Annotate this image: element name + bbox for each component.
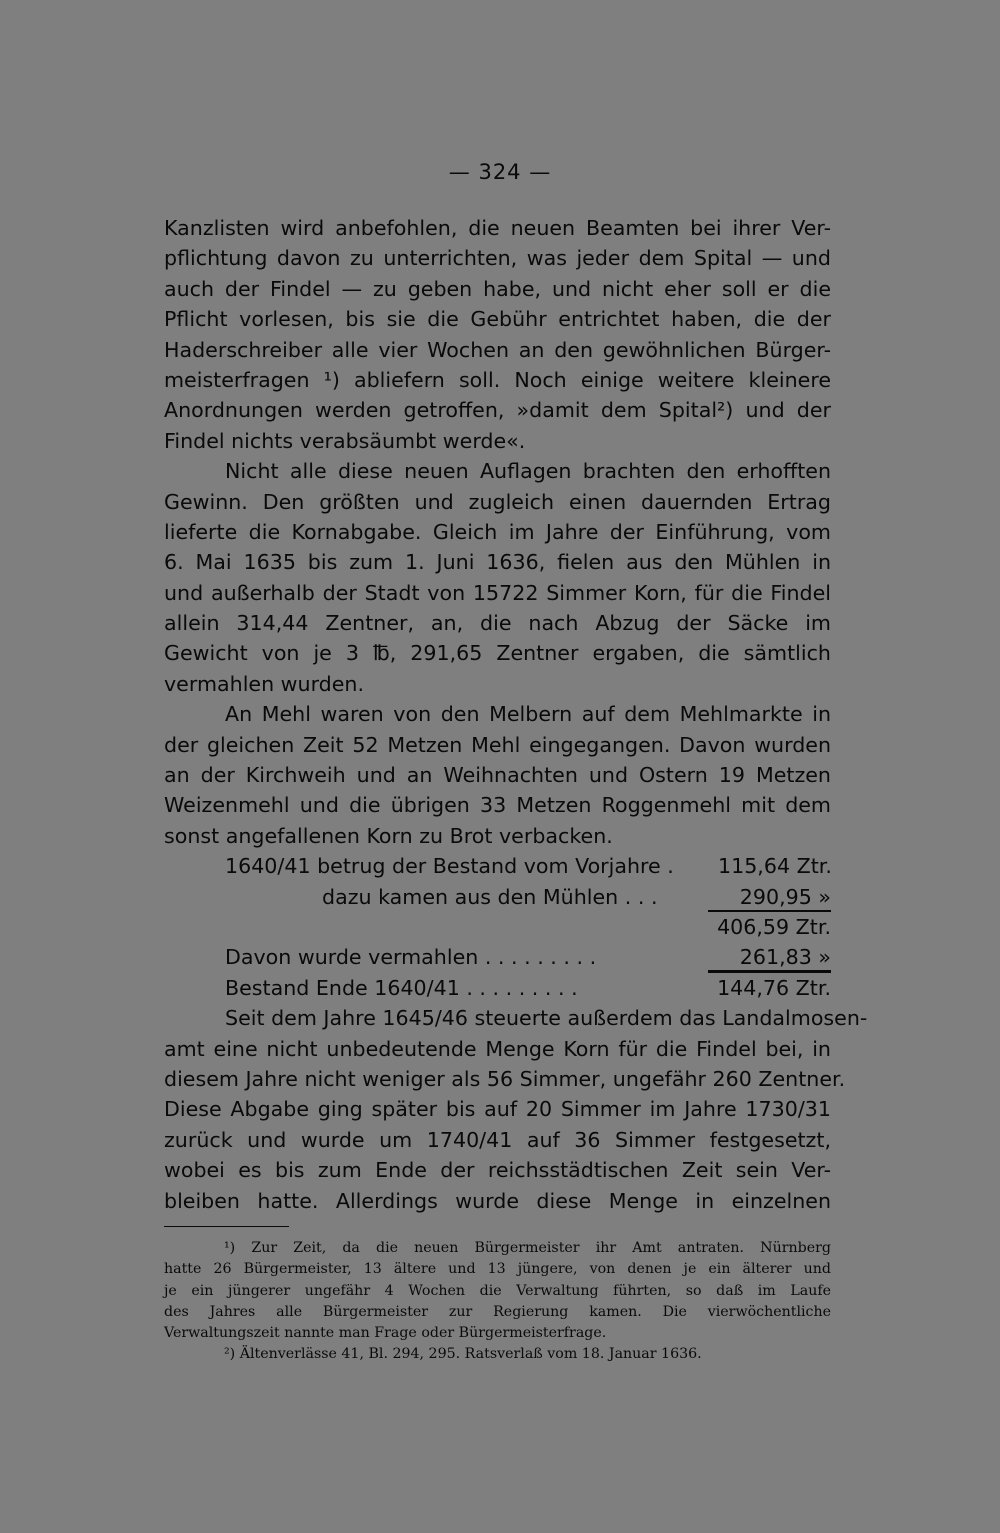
footnote-divider [164, 1226, 289, 1227]
text-line: und außerhalb der Stadt von 15722 Simmer Korn, für die Findel [164, 580, 831, 605]
ledger-label: dazu kamen aus den Mühlen . . . [322, 884, 658, 909]
ledger-value: 115,64 Ztr. [718, 854, 832, 879]
footnote-line: ²) Ältenverlässe 41, Bl. 294, 295. Ratsverlaß vom 18. Januar 1636. [224, 1346, 702, 1363]
text-line: Haderschreiber alle vier Wochen an den gewöhnlichen Bürger- [164, 337, 831, 362]
text-line: Findel nichts verabsäumbt werde«. [164, 428, 526, 453]
text-line: der gleichen Zeit 52 Metzen Mehl eingegangen. Davon wurden [164, 732, 831, 757]
ledger-value: 261,83 » [708, 942, 831, 972]
footnote-line: des Jahres alle Bürgermeister zur Regierung kamen. Die vierwöchentliche [164, 1303, 831, 1320]
footnote-line: je ein jüngerer ungefähr 4 Wochen die Verwaltung führten, so daß im Laufe [164, 1282, 831, 1299]
ledger-label: 1640/41 betrug der Bestand vom Vorjahre . [225, 854, 674, 879]
ledger-total: 144,76 Ztr. [708, 971, 831, 1003]
ledger-sum: 406,59 Ztr. [708, 910, 831, 942]
ledger-value: 290,95 » [708, 882, 831, 912]
text-line: Nicht alle diese neuen Auflagen brachten den erhofften [225, 459, 831, 484]
footnote-line: Verwaltungszeit nannte man Frage oder Bürgermeisterfrage. [164, 1325, 607, 1342]
ledger-label: Davon wurde vermahlen . . . . . . . . . [225, 945, 597, 970]
text-line: Diese Abgabe ging später bis auf 20 Simmer im Jahre 1730/31 [164, 1097, 831, 1122]
text-line: pflichtung davon zu unterrichten, was jeder dem Spital — und [164, 246, 831, 271]
footnote-line: ¹) Zur Zeit, da die neuen Bürgermeister ihr Amt antraten. Nürnberg [224, 1240, 831, 1256]
text-line: auch der Findel — zu geben habe, und nicht eher soll er die [164, 276, 831, 301]
ledger-row [164, 851, 831, 881]
text-line: sonst angefallenen Korn zu Brot verbacken. [164, 823, 613, 848]
text-line: Gewicht von je 3 ℔, 291,65 Zentner ergaben, die sämtlich [164, 641, 831, 666]
text-line: Kanzlisten wird anbefohlen, die neuen Beamten bei ihrer Ver- [164, 216, 831, 240]
text-line: An Mehl waren von den Melbern auf dem Mehlmarkte in [225, 702, 831, 727]
text-line: an der Kirchweih und an Weihnachten und Ostern 19 Metzen [164, 763, 831, 788]
text-line: Anordnungen werden getroffen, »damit dem Spital²) und der [164, 398, 831, 423]
text-line: Seit dem Jahre 1645/46 steuerte außerdem das Landalmosen- [225, 1006, 868, 1031]
ledger-row [164, 912, 831, 942]
text-line: Weizenmehl und die übrigen 33 Metzen Roggenmehl mit dem [164, 793, 831, 818]
body-text [164, 213, 868, 1216]
text-line: amt eine nicht unbedeutende Menge Korn für die Findel bei, in [164, 1036, 831, 1061]
text-line: Pflicht vorlesen, bis sie die Gebühr entrichtet haben, die der [164, 307, 831, 332]
page-number: — 324 — [448, 160, 552, 184]
footnotes [164, 1238, 831, 1366]
text-line: lieferte die Kornabgabe. Gleich im Jahre der Einführung, vom [164, 519, 831, 544]
ledger-row [164, 973, 831, 1003]
text-line: diesem Jahre nicht weniger als 56 Simmer, ungefähr 260 Zentner. [164, 1066, 846, 1091]
text-line: allein 314,44 Zentner, an, die nach Abzug der Säcke im [164, 611, 831, 636]
text-line: bleiben hatte. Allerdings wurde diese Menge in einzelnen [164, 1188, 831, 1213]
footnote-line: hatte 26 Bürgermeister, 13 ältere und 13 jüngere, von denen je ein älterer und [164, 1261, 831, 1278]
text-line: 6. Mai 1635 bis zum 1. Juni 1636, fielen aus den Mühlen in [164, 550, 831, 575]
ledger-row [164, 882, 831, 912]
text-line: meisterfragen ¹) abliefern soll. Noch einige weitere kleinere [164, 367, 831, 392]
ledger-row [164, 942, 831, 972]
text-line: Gewinn. Den größten und zugleich einen dauernden Ertrag [164, 489, 831, 514]
ledger-label: Bestand Ende 1640/41 . . . . . . . . . [225, 975, 578, 1000]
text-line: vermahlen wurden. [164, 671, 365, 696]
text-line: zurück und wurde um 1740/41 auf 36 Simmer festgesetzt, [164, 1127, 831, 1152]
text-line: wobei es bis zum Ende der reichsstädtischen Zeit sein Ver- [164, 1158, 831, 1183]
